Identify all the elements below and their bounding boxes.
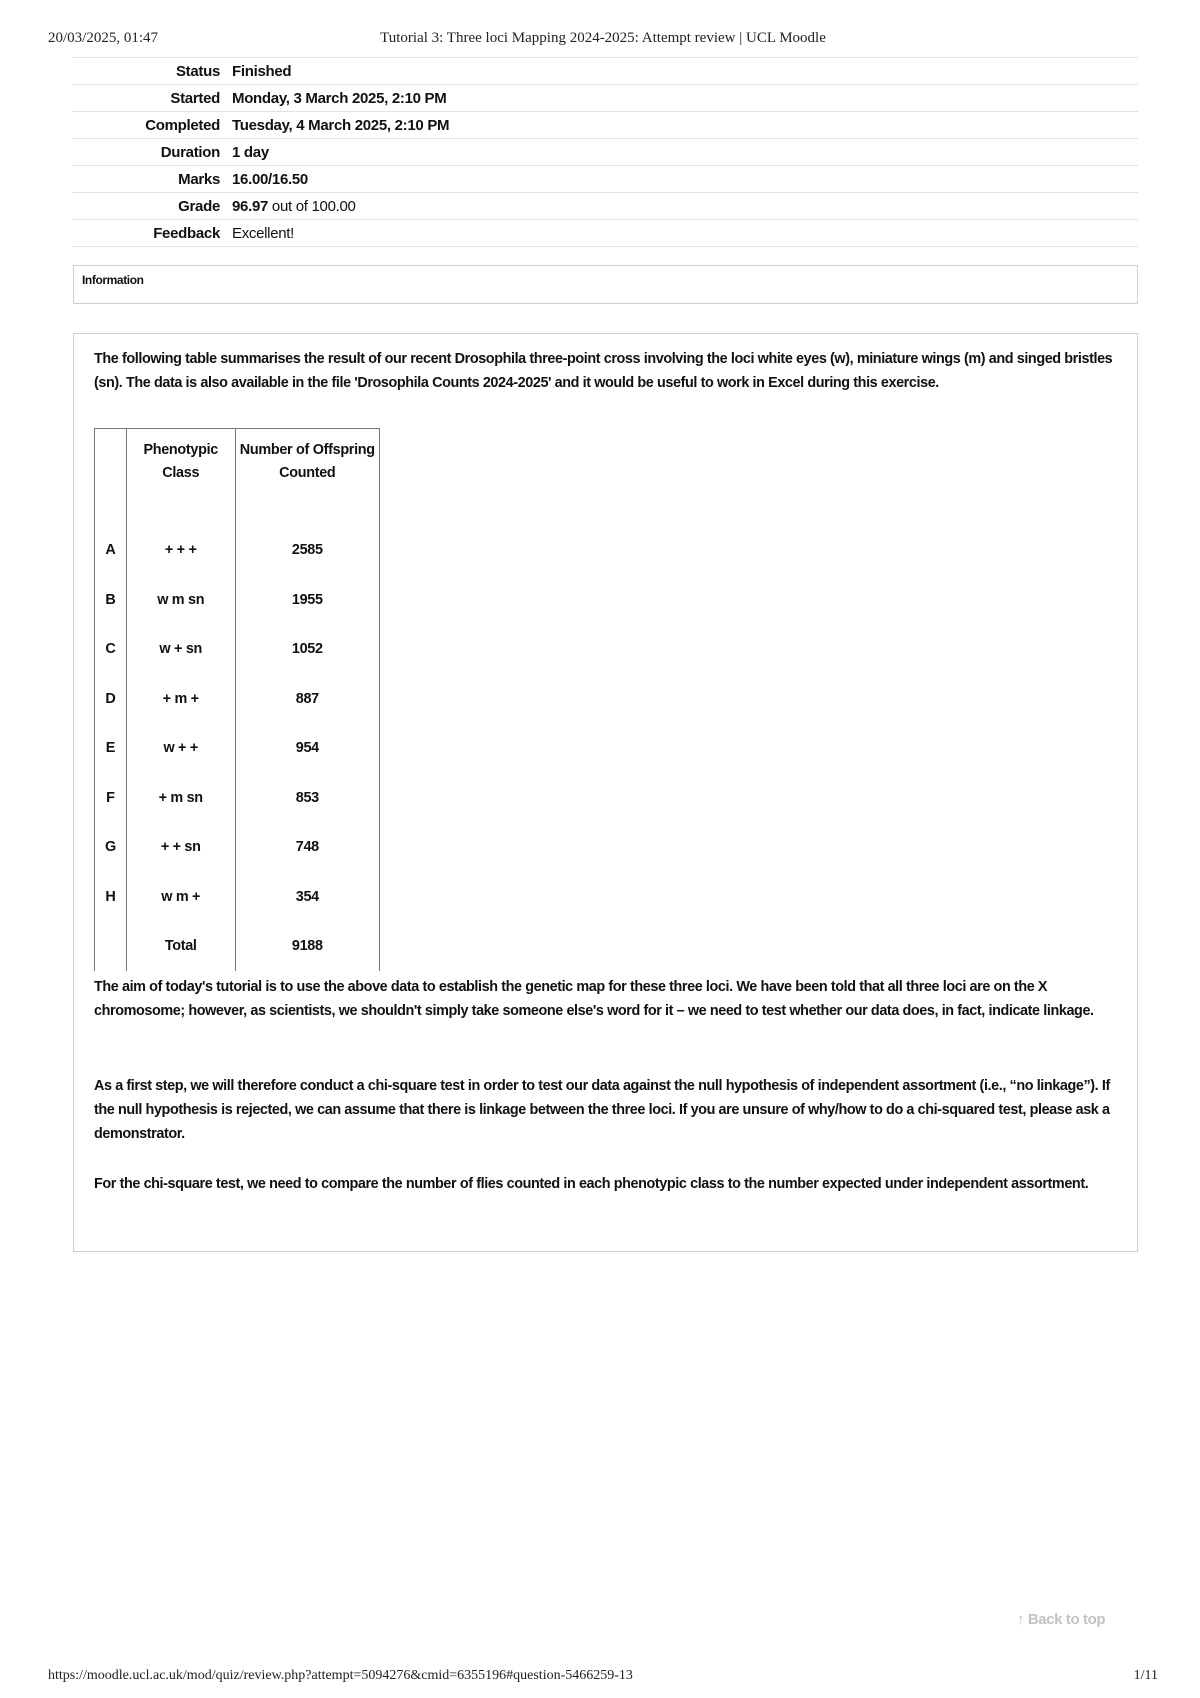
table-row	[95, 823, 380, 873]
summary-label: Feedback	[153, 224, 220, 242]
offspring-count: 354	[235, 872, 379, 922]
header-cell: Number of Offspring Counted	[235, 429, 379, 526]
grade-score: 96.97	[232, 197, 269, 215]
print-page-title: Tutorial 3: Three loci Mapping 2024-2025: Attempt review | UCL Moodle	[380, 30, 826, 46]
offspring-count: 887	[235, 674, 379, 724]
summary-label: Marks	[178, 170, 220, 188]
offspring-count: 748	[235, 823, 379, 873]
summary-label: Status	[175, 62, 220, 80]
summary-value	[230, 220, 1138, 247]
phenotype: w m sn	[126, 575, 235, 625]
phenotype: w m +	[126, 872, 235, 922]
table-row	[95, 625, 380, 675]
offspring-count: 1955	[235, 575, 379, 625]
table-row	[95, 674, 380, 724]
page-url: https://moodle.ucl.ac.uk/mod/quiz/review.php?attempt=5094276&cmid=6355196#question-5466259-13	[48, 1668, 633, 1683]
summary-value: Finished	[232, 62, 292, 80]
class-letter: G	[95, 823, 127, 873]
phenotype-table	[94, 428, 380, 971]
class-letter	[95, 922, 127, 972]
print-datetime: 20/03/2025, 01:47	[48, 30, 159, 46]
summary-row-feedback	[72, 220, 1138, 247]
summary-label: Started	[170, 89, 220, 107]
summary-row-completed	[72, 112, 1138, 139]
phenotype-table-header	[95, 429, 380, 526]
total-label: Total	[126, 922, 235, 972]
class-letter: H	[95, 872, 127, 922]
phenotype: + m +	[126, 674, 235, 724]
summary-value: 1 day	[232, 143, 269, 161]
question-intro: The following table summarises the result of our recent Drosophila three-point cross involving the loci white eyes (w), miniature wings (m) and singed bristles (sn). The data is also available in the file 'Drosophila Counts 2024-2025' and it would be useful to work in Excel during this exercise.	[94, 351, 1113, 391]
phenotype: w + sn	[126, 625, 235, 675]
class-letter: D	[95, 674, 127, 724]
class-letter: F	[95, 773, 127, 823]
table-row	[95, 575, 380, 625]
summary-label: Grade	[178, 197, 220, 215]
header-cell	[95, 429, 127, 526]
question-chi-square-paragraph: For the chi-square test, we need to compare the number of flies counted in each phenotypic class to the number expected under independent assortment.	[94, 1176, 1089, 1192]
class-letter: B	[95, 575, 127, 625]
summary-row-started	[72, 85, 1138, 112]
table-row	[95, 724, 380, 774]
page-number: 1/11	[1133, 1668, 1158, 1683]
question-text-box	[73, 333, 1138, 1252]
class-letter: E	[95, 724, 127, 774]
table-row	[95, 526, 380, 576]
phenotype: + + +	[126, 526, 235, 576]
summary-row-duration	[72, 139, 1138, 166]
print-header	[48, 30, 1158, 50]
table-row	[95, 872, 380, 922]
table-row	[95, 773, 380, 823]
summary-value: Tuesday, 4 March 2025, 2:10 PM	[232, 116, 450, 134]
offspring-count: 2585	[235, 526, 379, 576]
grade-out-of: out of 100.00	[268, 197, 356, 215]
class-letter: C	[95, 625, 127, 675]
phenotype: w + +	[126, 724, 235, 774]
attempt-summary-table	[72, 57, 1138, 247]
print-footer	[48, 1668, 1158, 1688]
table-row-total	[95, 922, 380, 972]
summary-row-status	[72, 58, 1138, 85]
header-cell: Phenotypic Class	[126, 429, 235, 526]
information-label: Information	[82, 273, 144, 287]
information-box	[73, 265, 1138, 304]
offspring-count: 853	[235, 773, 379, 823]
phenotype: + + sn	[126, 823, 235, 873]
summary-row-grade	[72, 193, 1138, 220]
offspring-count: 1052	[235, 625, 379, 675]
summary-value	[230, 193, 1138, 220]
summary-label: Duration	[160, 143, 220, 161]
summary-value: Monday, 3 March 2025, 2:10 PM	[232, 89, 447, 107]
summary-value: 16.00/16.50	[232, 170, 308, 188]
phenotype: + m sn	[126, 773, 235, 823]
summary-row-marks	[72, 166, 1138, 193]
feedback-text: Excellent!	[232, 224, 295, 242]
question-first-step-paragraph: As a first step, we will therefore conduct a chi-square test in order to test our data against the null hypothesis of independent assortment (i.e., “no linkage”). If the null hypothesis is rejected, we can assume that there is linkage between the three loci. If you are unsure of why/how to do a chi-squared test, please ask a demonstrator.	[94, 1078, 1110, 1142]
offspring-count: 954	[235, 724, 379, 774]
class-letter: A	[95, 526, 127, 576]
total-count: 9188	[235, 922, 379, 972]
back-to-top-link[interactable]: ↑ Back to top	[1017, 1611, 1106, 1628]
summary-label: Completed	[145, 116, 220, 134]
question-aim-paragraph: The aim of today's tutorial is to use the above data to establish the genetic map for these three loci. We have been told that all three loci are on the X chromosome; however, as scientists, we shouldn't simply take someone else's word for it – we need to test whether our data does, in fact, indicate linkage.	[94, 979, 1094, 1019]
